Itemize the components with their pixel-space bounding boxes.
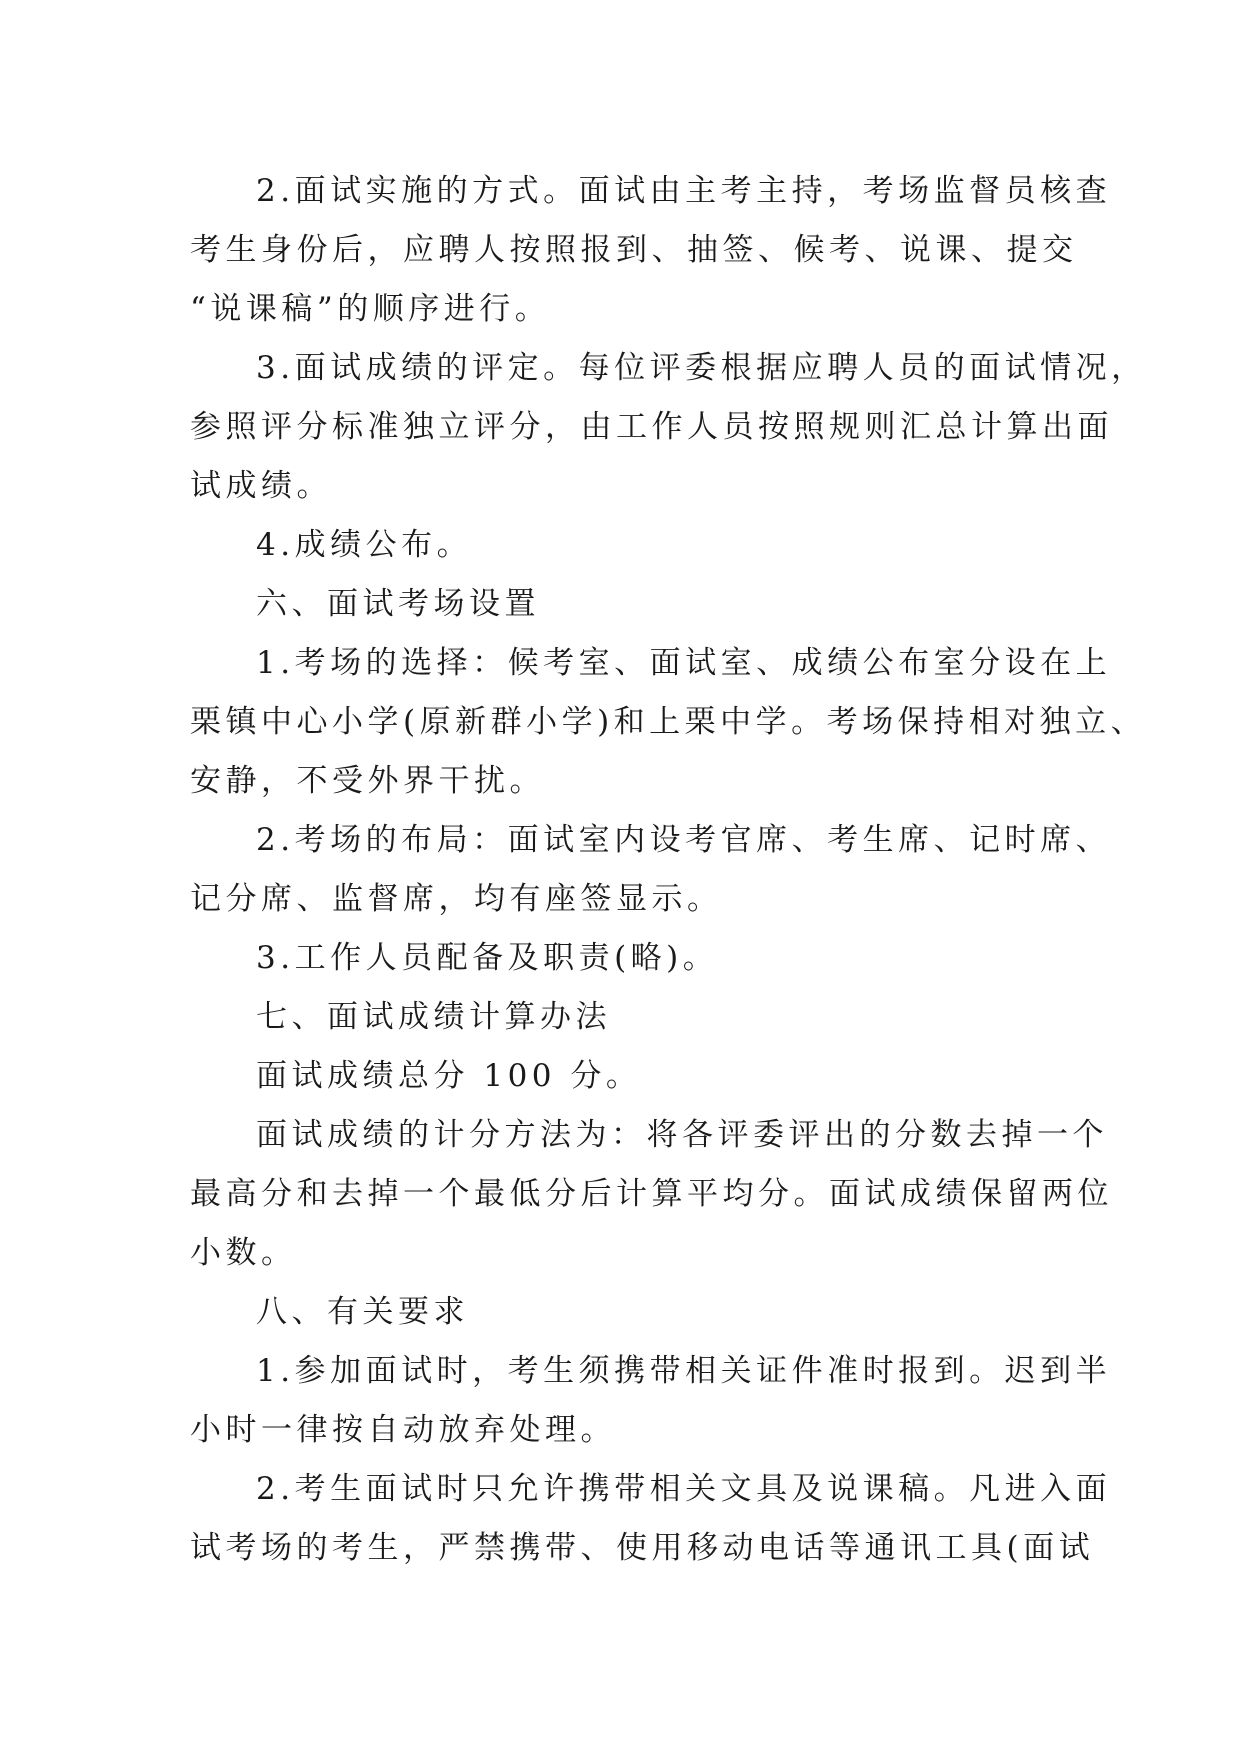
document-body [190,162,1147,1578]
text-line: 小时一律按自动放弃处理。 [190,1412,616,1448]
text-line: 4.成绩公布。 [256,527,473,563]
text-line: 2.考生面试时只允许携带相关文具及说课稿。凡进入面 [256,1471,1112,1507]
text-line: 试成绩。 [190,468,332,504]
text-line: 栗镇中心小学(原新群小学)和上栗中学。考场保持相对独立、 [190,704,1147,740]
text-line: 小数。 [190,1235,297,1271]
text-line: 最高分和去掉一个最低分后计算平均分。面试成绩保留两位 [190,1176,1113,1212]
text-line: 考生身份后，应聘人按照报到、抽签、候考、说课、提交 [190,232,1078,268]
text-line: 记分席、监督席，均有座签显示。 [190,881,723,917]
text-line: 2.考场的布局：面试室内设考官席、考生席、记时席、 [256,822,1112,858]
text-line: 3.工作人员配备及职责(略)。 [256,940,719,976]
text-line: “说课稿”的顺序进行。 [190,291,551,327]
text-line: 1.考场的选择：候考室、面试室、成绩公布室分设在上 [256,645,1112,681]
section-heading: 八、有关要求 [256,1294,469,1330]
text-line: 3.面试成绩的评定。每位评委根据应聘人员的面试情况， [256,350,1147,386]
text-line: 2.面试实施的方式。面试由主考主持，考场监督员核查 [256,173,1112,209]
text-line: 1.参加面试时，考生须携带相关证件准时报到。迟到半 [256,1353,1112,1389]
text-line: 试考场的考生，严禁携带、使用移动电话等通讯工具(面试 [190,1530,1095,1566]
text-line: 面试成绩总分 100 分。 [256,1058,642,1094]
section-heading: 七、面试成绩计算办法 [256,999,611,1035]
text-line: 参照评分标准独立评分，由工作人员按照规则汇总计算出面 [190,409,1113,445]
text-line: 面试成绩的计分方法为：将各评委评出的分数去掉一个 [256,1117,1108,1153]
text-line: 安静，不受外界干扰。 [190,763,545,799]
section-heading: 六、面试考场设置 [256,586,540,622]
